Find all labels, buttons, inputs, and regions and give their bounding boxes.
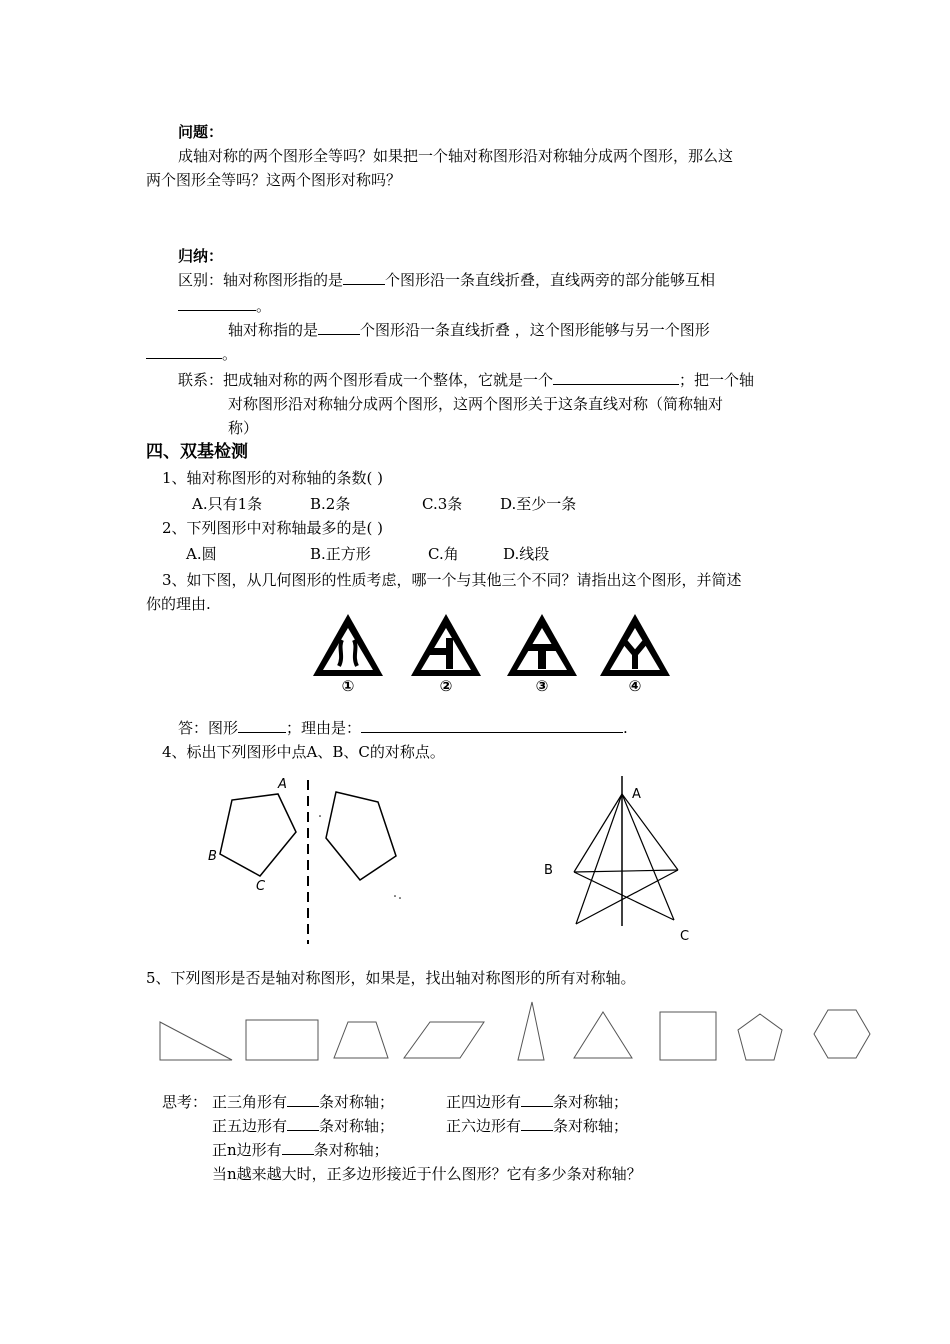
question-line-1: 成轴对称的两个图形全等吗？如果把一个轴对称图形沿对称轴分成两个图形，那么这	[178, 147, 734, 165]
question-line-2: 两个图形全等吗？这两个图形对称吗？	[146, 171, 402, 189]
summary-heading: 归纳：	[178, 247, 224, 265]
q2-option-d: D.线段	[503, 545, 550, 563]
trapezoid-shape	[334, 1022, 388, 1058]
left-pentagon	[220, 794, 296, 876]
suffix-2: 条对称轴；	[553, 1093, 629, 1111]
q1-option-c: C.3条	[422, 495, 463, 513]
think-label: 思考：	[162, 1093, 208, 1111]
pentagon-shape	[738, 1014, 782, 1060]
sign-number-1: ①	[341, 677, 355, 695]
q2-stem: 2、下列图形中对称轴最多的是( )	[162, 519, 384, 537]
sign-t-junction	[507, 614, 577, 676]
blank-figure[interactable]	[238, 718, 286, 733]
n-text: 正n边形有	[212, 1141, 282, 1159]
think-n-gon	[212, 1140, 389, 1160]
q2-option-a: A.圆	[186, 545, 217, 563]
isosceles-triangle-shape	[518, 1002, 544, 1060]
tri-text: 正三角形有	[212, 1093, 288, 1111]
label-a: A	[632, 787, 641, 802]
answer-text-c: .	[623, 719, 628, 737]
summary-link-line-2: 对称图形沿对称轴分成两个图形，这两个图形关于这条直线对称（简称轴对	[228, 395, 724, 413]
think-triangle	[212, 1092, 394, 1112]
think-hexagon	[446, 1116, 628, 1136]
difference-text-c: 。	[256, 297, 272, 315]
blank-4[interactable]	[146, 344, 222, 359]
equilateral-triangle-shape	[574, 1012, 632, 1058]
label-a: A	[278, 777, 287, 792]
blank-square[interactable]	[521, 1092, 553, 1107]
blank-reason[interactable]	[361, 718, 623, 733]
summary-link-line-3: 称）	[228, 419, 259, 437]
blank-pentagon[interactable]	[287, 1116, 319, 1131]
label-c: C	[256, 879, 266, 894]
difference-text-a: 区别：轴对称图形指的是	[178, 271, 344, 289]
star-triangle-figure	[530, 772, 710, 952]
think-final: 当n越来越大时，正多边形接近于什么图形？它有多少条对称轴？	[212, 1165, 642, 1183]
axis-text-b: 个图形沿一条直线折叠 ，这个图形能够与另一个图形	[360, 321, 710, 339]
rectangle-shape	[246, 1020, 318, 1060]
q3-answer-line	[178, 718, 628, 738]
link-text-a: 联系：把成轴对称的两个图形看成一个整体，它就是一个	[178, 371, 554, 389]
blank-2[interactable]	[178, 296, 256, 311]
suffix-3: 条对称轴；	[319, 1117, 395, 1135]
q2-option-b: B.正方形	[310, 545, 371, 563]
q2-option-c: C.角	[428, 545, 459, 563]
axis-text-c: 。	[222, 345, 238, 363]
think-square	[446, 1092, 628, 1112]
sign-number-4: ④	[628, 677, 642, 695]
answer-text-b: ；理由是：	[286, 719, 362, 737]
label-b: B	[544, 863, 553, 878]
blank-1[interactable]	[343, 270, 385, 285]
q1-stem: 1、轴对称图形的对称轴的条数( )	[162, 469, 384, 487]
blank-triangle[interactable]	[287, 1092, 319, 1107]
pent-text: 正五边形有	[212, 1117, 288, 1135]
square-shape	[660, 1012, 716, 1060]
shapes-row	[150, 996, 890, 1066]
sign-number-2: ②	[439, 677, 453, 695]
blank-5[interactable]	[553, 370, 679, 385]
summary-difference-line-2	[178, 296, 271, 316]
suffix-5: 条对称轴；	[313, 1141, 389, 1159]
q1-option-d: D.至少一条	[500, 495, 577, 513]
right-triangle-shape	[160, 1022, 232, 1060]
think-pentagon	[212, 1116, 394, 1136]
label-b: B	[208, 849, 217, 864]
summary-difference-line	[178, 270, 715, 290]
traffic-signs-figure	[312, 612, 672, 696]
right-pentagon	[326, 792, 396, 880]
sign-number-3: ③	[535, 677, 549, 695]
sign-road-narrows	[313, 614, 383, 676]
summary-axis-line	[228, 320, 710, 340]
summary-link-line	[178, 370, 754, 390]
sign-side-junction	[411, 614, 481, 676]
answer-text-a: 答：图形	[178, 719, 239, 737]
section-title: 四、双基检测	[146, 442, 248, 462]
label-c: C	[680, 929, 690, 944]
link-text-b: ；把一个轴	[679, 371, 755, 389]
q1-option-b: B.2条	[310, 495, 351, 513]
quad-text: 正四边形有	[446, 1093, 522, 1111]
difference-text-b: 个图形沿一条直线折叠，直线两旁的部分能够互相	[385, 271, 716, 289]
summary-axis-line-2	[146, 344, 237, 364]
blank-n-gon[interactable]	[282, 1140, 314, 1155]
axis-text-a: 轴对称指的是	[228, 321, 319, 339]
hexagon-shape	[814, 1010, 870, 1058]
suffix-1: 条对称轴；	[319, 1093, 395, 1111]
q5-stem: 5、下列图形是否是轴对称图形，如果是，找出轴对称图形的所有对称轴。	[146, 969, 636, 987]
suffix-4: 条对称轴；	[553, 1117, 629, 1135]
q1-option-a: A.只有1条	[192, 495, 263, 513]
q3-line-1: 3、如下图，从几何图形的性质考虑，哪一个与其他三个不同？请指出这个图形，并简述	[162, 571, 742, 589]
q4-stem: 4、标出下列图形中点A、B、C的对称点。	[162, 743, 445, 761]
question-heading: 问题：	[178, 123, 224, 141]
q3-line-2: 你的理由.	[146, 595, 211, 613]
sign-y-junction	[600, 614, 670, 676]
pentagon-reflection-figure	[200, 772, 420, 952]
hex-text: 正六边形有	[446, 1117, 522, 1135]
blank-3[interactable]	[318, 320, 360, 335]
blank-hexagon[interactable]	[521, 1116, 553, 1131]
parallelogram-shape	[404, 1022, 484, 1058]
